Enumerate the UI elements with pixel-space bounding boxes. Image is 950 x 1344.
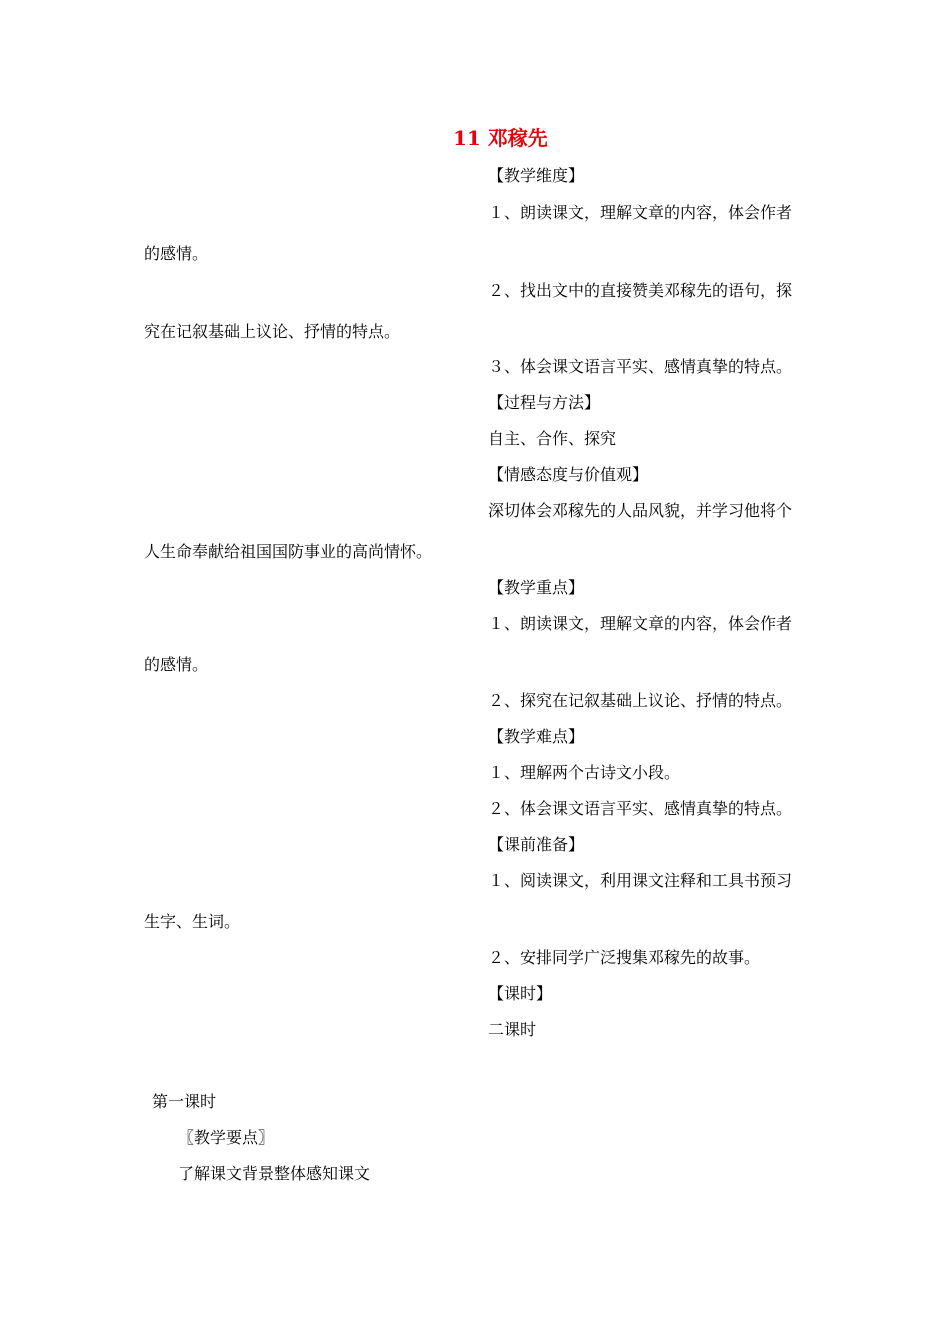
- goal-2-line-2: 究在记叙基础上议论、抒情的特点。: [144, 322, 401, 341]
- heading-key-points: 【教学重点】: [488, 578, 585, 597]
- difficult-2: ２、体会课文语言平实、感情真挚的特点。: [488, 799, 793, 818]
- lesson-title: 11 邓稼先: [453, 126, 548, 150]
- key-1-line-2: 的感情。: [144, 655, 209, 674]
- first-period-heading: 第一课时: [152, 1092, 217, 1111]
- goal-2-line-1: ２、找出文中的直接赞美邓稼先的语句，探: [488, 281, 793, 300]
- goal-1-line-2: 的感情。: [144, 244, 209, 263]
- prep-1-line-1: １、阅读课文，利用课文注释和工具书预习: [488, 871, 793, 890]
- teaching-points-text: 了解课文背景整体感知课文: [178, 1164, 371, 1183]
- goal-1-line-1: １、朗读课文，理解文章的内容，体会作者: [488, 203, 793, 222]
- heading-emotion-values: 【情感态度与价值观】: [488, 465, 649, 484]
- heading-class-periods: 【课时】: [488, 984, 553, 1003]
- heading-teaching-points: 〖教学要点〗: [178, 1128, 275, 1147]
- difficult-1: １、理解两个古诗文小段。: [488, 763, 681, 782]
- prep-2: ２、安排同学广泛搜集邓稼先的故事。: [488, 948, 761, 967]
- heading-difficult-points: 【教学难点】: [488, 727, 585, 746]
- emotion-line-2: 人生命奉献给祖国国防事业的高尚情怀。: [144, 542, 433, 561]
- heading-preparation: 【课前准备】: [488, 835, 585, 854]
- key-1-line-1: １、朗读课文，理解文章的内容，体会作者: [488, 614, 793, 633]
- process-method-text: 自主、合作、探究: [488, 429, 617, 448]
- class-periods-text: 二课时: [488, 1020, 537, 1039]
- key-2: ２、探究在记叙基础上议论、抒情的特点。: [488, 691, 793, 710]
- goal-3: ３、体会课文语言平实、感情真挚的特点。: [488, 357, 793, 376]
- heading-process-method: 【过程与方法】: [488, 393, 601, 412]
- emotion-line-1: 深切体会邓稼先的人品风貌，并学习他将个: [488, 501, 793, 520]
- heading-teaching-dimension: 【教学维度】: [488, 166, 585, 185]
- prep-1-line-2: 生字、生词。: [144, 912, 241, 931]
